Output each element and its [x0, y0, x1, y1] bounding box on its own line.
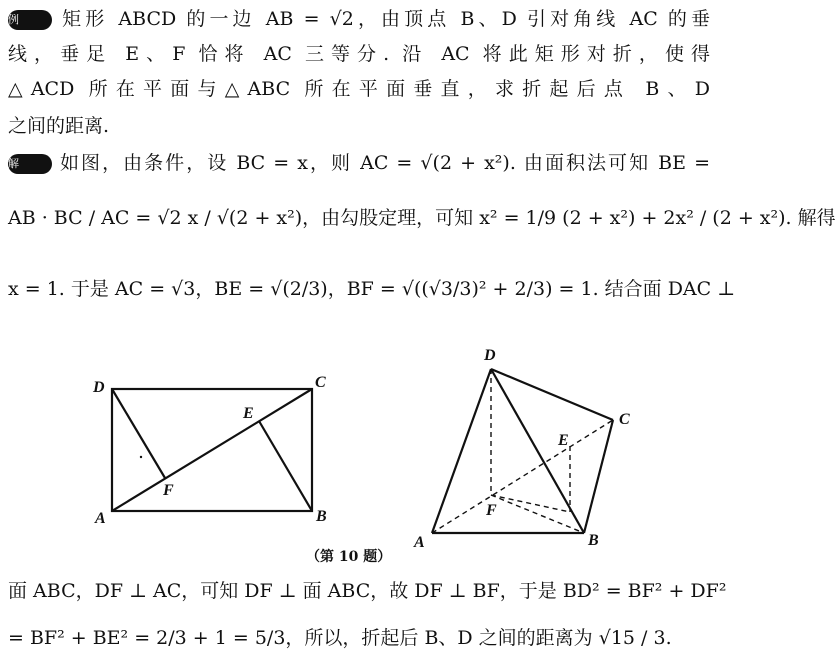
- solution-line-3: x = 1. 于是 AC = √3，BE = √(2/3)，BF = √((√3/3)² + 2/3) = 1. 结合面 DAC ⊥: [8, 278, 736, 300]
- solution-line-1: 解 如图，由条件，设 BC = x，则 AC = √(2 + x²). 由面积法可知 BE =: [8, 152, 710, 174]
- label-a-right: A: [414, 534, 425, 551]
- label-f-left: F: [163, 482, 174, 499]
- label-b-right: B: [588, 532, 599, 549]
- rectangle-figure: [112, 389, 312, 511]
- label-d-right: D: [484, 347, 496, 364]
- problem-line-3: △ACD 所在平面与△ABC 所在平面垂直，求折起后点 B、D: [8, 78, 710, 100]
- label-c-left: C: [315, 374, 326, 391]
- problem-line-2: 线，垂足 E、F 恰将 AC 三等分. 沿 AC 将此矩形对折，使得: [8, 43, 710, 65]
- problem-line-1: 例 矩形 ABCD 的一边 AB = √2，由顶点 B、D 引对角线 AC 的垂: [8, 8, 710, 30]
- label-a-left: A: [95, 510, 106, 527]
- label-f-right: F: [486, 502, 497, 519]
- solution-badge: 解: [8, 154, 52, 174]
- solution-line-5: = BF² + BE² = 2/3 + 1 = 5/3，所以，折起后 B、D 之间的距离为 √15 / 3.: [8, 627, 672, 649]
- problem-line-4: 之间的距离.: [8, 115, 110, 137]
- label-e-right: E: [558, 432, 569, 449]
- folded-figure: [432, 369, 613, 533]
- label-d-left: D: [93, 379, 105, 396]
- figure-caption: （第 10 题）: [306, 549, 392, 565]
- label-b-left: B: [316, 508, 327, 525]
- label-e-left: E: [243, 405, 254, 422]
- example-badge: 例: [8, 10, 52, 30]
- label-c-right: C: [619, 411, 630, 428]
- figure-diagram: [0, 340, 718, 551]
- solution-line-4: 面 ABC，DF ⊥ AC，可知 DF ⊥ 面 ABC，故 DF ⊥ BF，于是 BD² = BF² + DF²: [8, 580, 727, 602]
- solution-line-2: AB · BC / AC = √2 x / √(2 + x²)，由勾股定理，可知 x² = 1/9 (2 + x²) + 2x² / (2 + x²). 解得: [8, 207, 836, 229]
